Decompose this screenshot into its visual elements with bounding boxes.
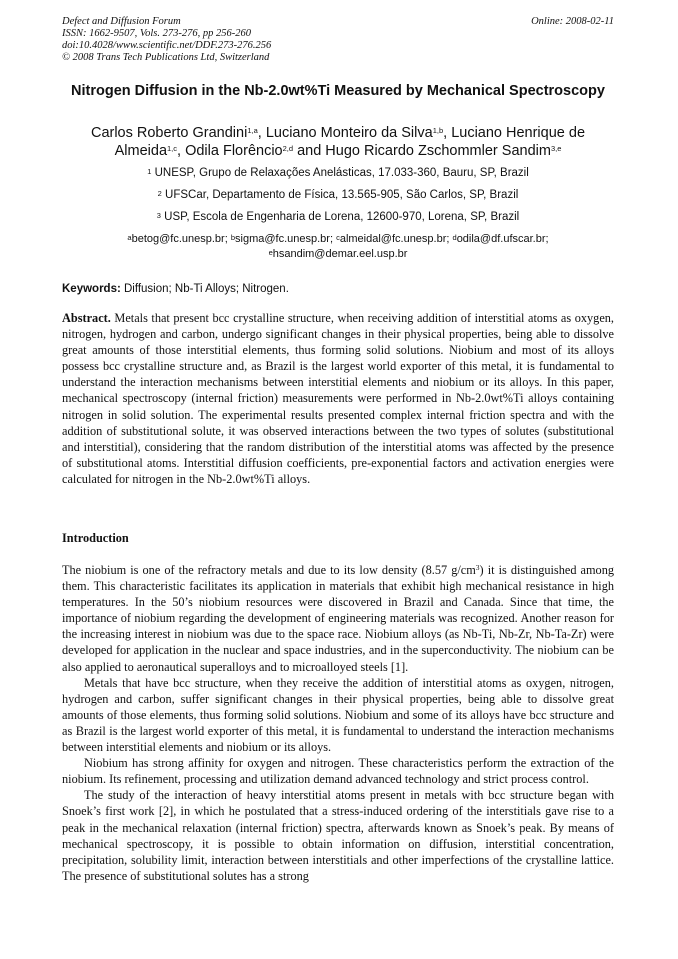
email-key: b (230, 233, 236, 242)
paragraph (62, 562, 614, 675)
author-separator: , (443, 125, 452, 141)
affiliation (62, 189, 614, 202)
paragraph-text: The niobium is one of the refractory metals and due to its low density (8.57 g/cm (62, 563, 476, 577)
paragraph: The study of the interaction of heavy interstitial atoms present in metals with bcc structure began with Snoek’s first work [2], in which he postulated that a stress-induced ordering of the interstitials gave rise to a peak in the mechanical relaxation (internal friction) spectra, afterwards known as Snoek’s peak. By means of mechanical spectroscopy, it is possible to obtain information on diffusion, interstitial concentration, precipitation, solubility limit, interaction between interstitials and other imperfections of the crystalline lattice. The presence of substitutional solutes has a strong (62, 788, 614, 883)
author-name: Luciano Henrique de Almeida (114, 125, 586, 159)
journal-header (62, 16, 271, 64)
introduction-body (62, 562, 614, 884)
affiliation (62, 167, 614, 180)
abstract (62, 310, 614, 487)
affiliation-number: 2 (157, 189, 162, 198)
section-heading: Introduction (62, 531, 129, 545)
email-key: e (268, 248, 273, 257)
keywords (62, 282, 614, 296)
journal-issn: ISSN: 1662-9507, Vols. 273-276, pp 256-260 (62, 28, 251, 39)
author-name: Luciano Monteiro da Silva (265, 125, 433, 141)
author-name: Hugo Ricardo Zschommler Sandim (325, 143, 551, 159)
email-list: $^a$betog@fc.unesp.br; $^b$sigma@fc.unesp.br; $^c$almeidal@fc.unesp.br; $^d$odila@df.ufscar.br; $^e$hsandim@demar.eel.usp.br (127, 233, 549, 260)
affiliation-text: UNESP, Grupo de Relaxações Anelásticas, 17.033-360, Bauru, SP, Brazil (154, 167, 529, 179)
author-name: Carlos Roberto Grandini (90, 125, 248, 141)
abstract-text: Metals that present bcc crystalline structure, when receiving addition of interstitial atoms as oxygen, nitrogen, hydrogen and carbon, undergo significant changes in their physical properties, being able to dissolve great amounts of those interstitial elements, thus forming solid solutions. Niobium and most of its alloys possess bcc crystalline structure and, as Brazil is the largest world exporter of this metal, it is fundamental to understand the interaction mechanisms between interstitial elements and niobium or its alloys. In this paper, mechanical spectroscopy (internal friction) measurements were performed in Nb-2.0wt%Ti alloys containing nitrogen in solid solution. The experimental results presented complex internal friction spectra and with the addition of substitutional solute, it was observed interactions between the two types of solutes (substitutional and interstitial), considering that the random distribution of the interstitial atoms was affected by the presence of substitutional atoms. Interstitial diffusion coefficients, pre-exponential factors and activation energies were calculated for nitrogen in the Nb-2.0wt%Ti alloys. (62, 311, 614, 486)
journal-name: Defect and Diffusion Forum (62, 16, 181, 27)
abstract-label: Abstract. (62, 311, 111, 325)
author-affil-mark: 1,b (432, 126, 444, 135)
affiliation-number: 1 (147, 167, 152, 176)
email-address[interactable]: betog@fc.unesp.br (131, 233, 225, 245)
paragraph: Metals that have bcc structure, when they receive the addition of interstitial atoms as oxygen, nitrogen, hydrogen and carbon, suffer significant changes in their physical properties, being able to dissolve great amounts of those elements, thus forming solid solutions. Niobium and some of its alloys have bcc structure and as Brazil is the largest world exporter of this metal, it is fundamental to understand the interaction mechanisms between interstitial elements and niobium or its alloys. (62, 675, 614, 755)
paper-title: Nitrogen Diffusion in the Nb-2.0wt%Ti Measured by Mechanical Spectroscopy (71, 83, 605, 99)
author-list (62, 124, 614, 160)
author-separator: , (177, 143, 186, 159)
journal-doi: doi:10.4028/www.scientific.net/DDF.273-276.256 (62, 40, 272, 51)
keywords-label: Keywords: (62, 283, 121, 295)
email-address[interactable]: almeidal@fc.unesp.br (339, 233, 447, 245)
affiliation-number: 3 (156, 211, 161, 220)
email-address[interactable]: hsandim@demar.eel.usp.br (272, 248, 408, 260)
author-affil-mark: 2,d (282, 144, 294, 153)
affiliation-text: UFSCar, Departamento de Física, 13.565-905, São Carlos, SP, Brazil (165, 189, 519, 201)
journal-copyright: © 2008 Trans Tech Publications Ltd, Switzerland (62, 52, 270, 63)
author-affil-mark: 1,c (167, 144, 178, 153)
email-key: d (452, 233, 457, 242)
online-date: Online: 2008-02-11 (531, 16, 614, 27)
author-affil-mark: 1,a (247, 126, 258, 135)
author-affil-mark: 3,e (550, 144, 562, 153)
email-key: a (127, 233, 132, 242)
keywords-text: Diffusion; Nb-Ti Alloys; Nitrogen. (120, 283, 289, 295)
author-separator: , (257, 125, 266, 141)
email-address[interactable]: odila@df.ufscar.br (456, 233, 546, 245)
paragraph: Niobium has strong affinity for oxygen and nitrogen. These characteristics perform the extraction of the niobium. Its refinement, processing and utilization demand advanced technology and strict process control. (62, 756, 614, 787)
paragraph-text: ) it is distinguished among them. This characteristic facilitates its application in materials that exhibit high mechanical resistance in high temperatures. In the 50’s niobium resources were discovered in Brazil and Canada. Since that time, the importance of niobium regarding the development of engineering materials was recognized. Another reason for the increasing interest in niobium was due to the space race. Niobium alloys (as Nb-Ti, Nb-Zr, Nb-Ta-Zr) were developed for application in the nuclear and space industries, and in the superconductivity. The niobium can be also applied to aeronautical superalloys and to microalloyed steels [1]. (62, 563, 615, 674)
superscript: 3 (475, 563, 480, 572)
author-separator: and (293, 143, 326, 159)
email-address[interactable]: sigma@fc.unesp.br (235, 233, 330, 245)
author-name: Odila Florêncio (185, 143, 283, 159)
email-key: c (336, 233, 340, 242)
affiliation-text: USP, Escola de Engenharia de Lorena, 12600-970, Lorena, SP, Brazil (164, 211, 520, 223)
affiliation (62, 211, 614, 224)
